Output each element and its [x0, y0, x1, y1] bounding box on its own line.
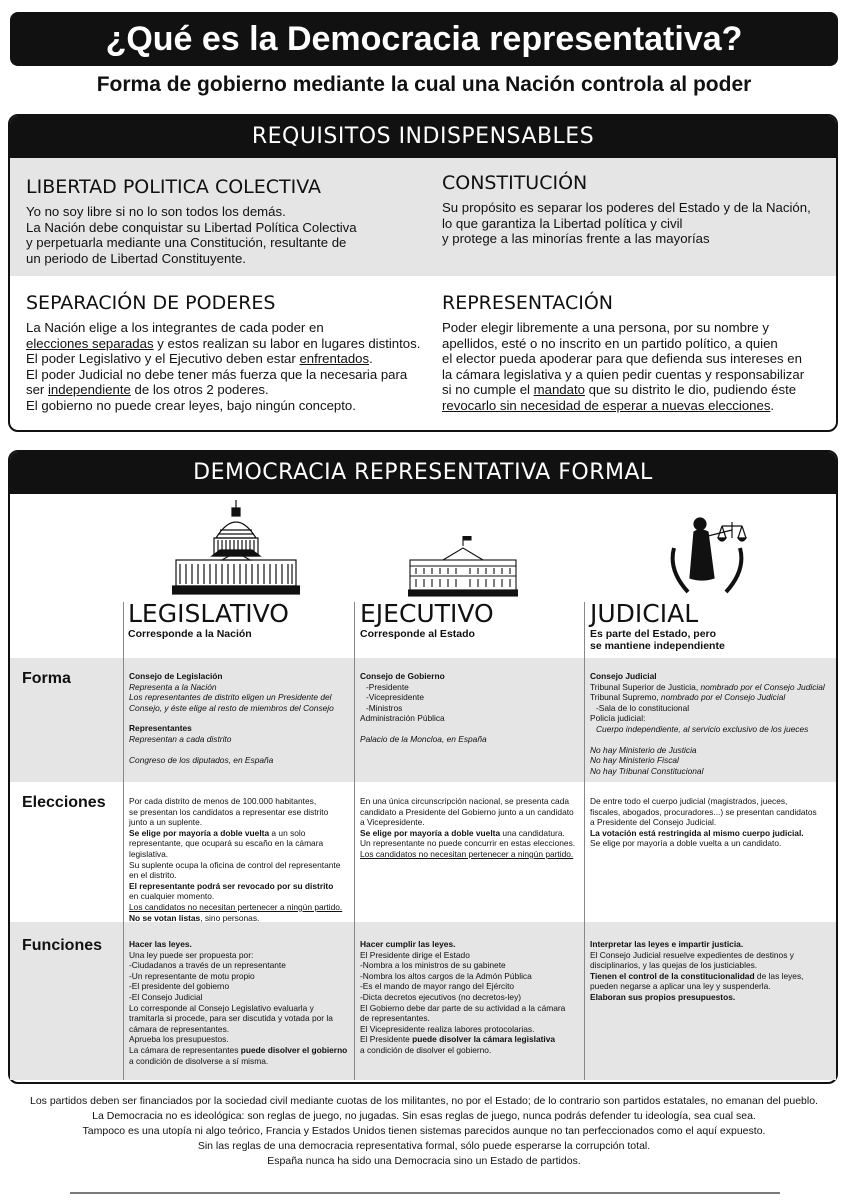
separacion-block	[26, 292, 434, 413]
cell-line: tramitarla si procede, para ser discutida y votada por la	[129, 1013, 333, 1024]
footer-line: Tampoco es una utopía ni algo teórico, Francia y Estados Unidos tienen sistemas parecidos aunque no tan perfeccionados como el aquí expuesto.	[82, 1125, 766, 1137]
cell-line: Elaboran sus propios presupuestos.	[590, 991, 736, 1002]
libertad-block	[26, 176, 426, 266]
branch-name: JUDICIAL	[590, 599, 699, 628]
branch-sub: Corresponde al Estado	[360, 628, 475, 640]
cell-line: Palacio de la Moncloa, en España	[360, 733, 487, 744]
libertad-line: y perpetuarla mediante una Constitución, resultante de	[26, 235, 347, 250]
column-divider	[123, 602, 124, 1080]
forma-judicial	[590, 671, 834, 776]
constitucion-block	[442, 172, 834, 247]
text-span: a un solo	[269, 827, 306, 838]
cell-heading: Hacer cumplir las leyes.	[360, 939, 456, 949]
representacion-line: el elector pueda apoderar para que defienda sus intereses en	[442, 351, 802, 366]
page-subtitle: Forma de gobierno mediante la cual una Nación controla al poder	[96, 73, 752, 96]
representacion-title: REPRESENTACIÓN	[442, 292, 613, 314]
cell-line: Representan a cada distrito	[129, 733, 232, 744]
text-span: Tribunal Superior de Justicia,	[590, 681, 701, 692]
underlined-text: enfrentados	[299, 351, 370, 366]
cell-line: El representante podrá ser revocado por su distrito	[129, 880, 334, 891]
footer-line: La Democracia no es ideológica: son reglas de juego, no jugadas. Sin esas reglas de juego, nunca podrás defender tu ideología, sea cual sea.	[92, 1110, 756, 1122]
representacion-line	[442, 398, 836, 414]
representacion-line	[442, 382, 836, 398]
cell-line: Se elige por mayoría a doble vuelta a un candidato.	[590, 838, 782, 849]
cell-line: de representantes.	[360, 1013, 430, 1024]
forma-ejecutivo	[360, 671, 582, 745]
elecciones-legislativo	[129, 796, 351, 923]
representacion-block	[442, 292, 836, 413]
bold-text: Tienen el control de la constitucionalidad	[590, 970, 755, 981]
separacion-line: La Nación elige a los integrantes de cada poder en	[26, 320, 324, 335]
cell-line: en cualquier momento.	[129, 891, 215, 902]
separacion-line	[26, 351, 434, 367]
text-span: ser	[26, 382, 48, 397]
cell-line: -Ministros	[366, 702, 403, 713]
footer-notes	[10, 1094, 838, 1169]
cell-heading: Consejo Judicial	[590, 671, 657, 681]
elecciones-judicial	[590, 796, 834, 849]
text-span: .	[770, 397, 775, 413]
cell-line: -El presidente del gobierno	[129, 981, 230, 992]
separacion-title: SEPARACIÓN DE PODERES	[26, 292, 276, 314]
italic-text: nombrado por el Consejo Judicial	[660, 692, 786, 703]
separacion-line: El poder Judicial no debe tener más fuerza que la necesaria para	[26, 366, 408, 382]
cell-line: No hay Tribunal Constitucional	[590, 765, 704, 776]
cell-line: a condición de disolver el gobierno.	[360, 1044, 492, 1055]
row-label-funciones: Funciones	[22, 937, 103, 954]
separacion-line	[26, 382, 434, 398]
cell-line: junto a un suplente.	[129, 817, 203, 828]
cell-line: -Un representante de motu propio	[129, 970, 255, 981]
constitucion-title: CONSTITUCIÓN	[442, 172, 588, 194]
libertad-title: LIBERTAD POLITICA COLECTIVA	[26, 176, 322, 198]
cell-line	[590, 682, 834, 693]
cell-line: Policía judicial:	[590, 713, 646, 724]
white-house-icon	[408, 536, 518, 598]
cell-line: El Consejo Judicial resuelve expedientes de destinos y	[590, 949, 794, 960]
cell-line: a condición de disolverse a sí misma.	[129, 1055, 269, 1066]
text-span: de las leyes,	[754, 970, 804, 981]
underlined-text: mandato	[533, 382, 585, 397]
cell-line	[360, 1034, 582, 1045]
cell-line: -Vicepresidente	[366, 692, 425, 703]
text-span: El Presidente	[360, 1034, 413, 1045]
cell-line: representante, que ocupará su escaño en la cámara	[129, 838, 324, 849]
cell-line: No hay Ministerio de Justicia	[590, 744, 697, 755]
branch-sub: se mantiene independiente	[590, 640, 725, 652]
constitucion-line: Su propósito es separar los poderes del Estado y de la Nación,	[442, 200, 811, 215]
cell-line: -Nombra los altos cargos de la Admón Pública	[360, 970, 532, 981]
cell-line: -Es el mando de mayor rango del Ejército	[360, 981, 515, 992]
cell-line: -Presidente	[366, 681, 409, 692]
cell-heading: Hacer las leyes.	[129, 939, 192, 949]
row-label-forma: Forma	[22, 670, 71, 687]
cell-line: -Dicta decretos ejecutivos (no decretos-ley)	[360, 991, 522, 1002]
cell-line: -Ciudadanos a través de un representante	[129, 960, 286, 971]
cell-line: disciplinarios, y las quejas de los justiciables.	[590, 960, 758, 971]
representacion-line: la cámara legislativa y a quien pedir cuentas y responsabilizar	[442, 366, 805, 382]
cell-line: legislativa.	[129, 848, 169, 859]
cell-heading: Consejo de Legislación	[129, 671, 223, 681]
cell-line: fiscales, abogados, procuradores...) se presentan candidatos	[590, 806, 817, 817]
cell-line: Consejo, y éste elige al resto de miembros del Consejo	[129, 702, 334, 713]
formal-heading: DEMOCRACIA REPRESENTATIVA FORMAL	[10, 452, 836, 494]
branch-ejecutivo	[360, 600, 494, 640]
footer-line: España nunca ha sido una Democracia sino un Estado de partidos.	[267, 1155, 581, 1167]
cell-line: En una única circunscripción nacional, se presenta cada	[360, 796, 570, 806]
separacion-line	[26, 336, 434, 352]
text-span: de los otros 2 poderes.	[130, 382, 269, 397]
cell-line: El Gobierno debe dar parte de su actividad a la cámara	[360, 1002, 566, 1013]
cell-line: Aprueba los presupuestos.	[129, 1034, 229, 1045]
cell-line: Por cada distrito de menos de 100.000 habitantes,	[129, 796, 317, 806]
libertad-line: un periodo de Libertad Constituyente.	[26, 250, 246, 266]
bold-text: puede disolver la cámara legislativa	[412, 1034, 556, 1045]
cell-line: -El Consejo Judicial	[129, 991, 203, 1002]
libertad-line: La Nación debe conquistar su Libertad Política Colectiva	[26, 219, 357, 235]
forma-legislativo	[129, 671, 351, 765]
cell-line: candidato a Presidente del Gobierno junto a un candidato	[360, 806, 574, 817]
cell-line: Congreso de los diputados, en España	[129, 754, 274, 765]
representacion-line: apellidos, esté o no inscrito en un partido político, a quien	[442, 335, 778, 351]
text-span: La cámara de representantes	[129, 1044, 241, 1055]
row-label-elecciones: Elecciones	[22, 794, 106, 811]
lady-justice-icon	[666, 508, 748, 598]
funciones-legislativo	[129, 939, 351, 1066]
cell-line: cámara de representantes.	[129, 1023, 230, 1034]
cell-line: en el distrito.	[129, 870, 177, 881]
requisitos-heading: REQUISITOS INDISPENSABLES	[10, 116, 836, 158]
cell-line: Los candidatos no necesitan pertenecer a ningún partido.	[129, 901, 343, 912]
cell-line: Una ley puede ser propuesta por:	[129, 949, 254, 960]
cell-line: No hay Ministerio Fiscal	[590, 755, 679, 766]
underlined-text: elecciones separadas	[26, 335, 154, 351]
cell-heading: Consejo de Gobierno	[360, 671, 445, 681]
cell-line: a Vicepresidente.	[360, 817, 425, 828]
cell-line: El Vicepresidente realiza labores protocolarias.	[360, 1023, 535, 1034]
text-span: una candidatura.	[500, 827, 565, 838]
cell-line: La votación está restringida al mismo cuerpo judicial.	[590, 827, 804, 838]
cell-line: a Presidente del Consejo Judicial.	[590, 817, 717, 828]
cell-line: Cuerpo independiente, al servicio exclusivo de los jueces	[596, 723, 809, 734]
branch-judicial	[590, 600, 725, 652]
bold-text: Se elige por mayoría a doble vuelta	[360, 827, 501, 838]
cell-line: Representa a la Nación	[129, 681, 217, 692]
text-span: si no cumple el	[442, 382, 534, 397]
page-title: ¿Qué es la Democracia representativa?	[10, 12, 838, 66]
cell-line	[360, 828, 582, 839]
cell-line: pueden negarse a aplicar una ley y suspenderla.	[590, 981, 771, 992]
cell-line: De entre todo el cuerpo judicial (magistrados, jueces,	[590, 796, 788, 806]
text-span: que su distrito le dio, pudiendo éste	[584, 382, 797, 397]
footer-line: Sin las reglas de una democracia representativa formal, sólo puede esperarse la corrupción total.	[197, 1140, 651, 1152]
cell-line	[129, 1045, 351, 1056]
branch-name: LEGISLATIVO	[128, 599, 289, 628]
text-span: , sino personas.	[200, 912, 260, 923]
cell-line: Los candidatos no necesitan pertenecer a ningún partido.	[360, 848, 574, 859]
requisitos-panel	[8, 114, 838, 432]
cell-line	[590, 971, 834, 982]
cell-line: Un representante no puede concurrir en estas elecciones.	[360, 838, 576, 849]
underlined-text: revocarlo sin necesidad de esperar a nuevas elecciones	[442, 397, 771, 413]
bold-text: Se elige por mayoría a doble vuelta	[129, 827, 270, 838]
funciones-ejecutivo	[360, 939, 582, 1056]
elecciones-ejecutivo	[360, 796, 582, 860]
branch-sub: Corresponde a la Nación	[128, 628, 252, 640]
text-span: El poder Legislativo y el Ejecutivo deben estar	[26, 351, 300, 366]
footer-line: Los partidos deben ser financiados por la sociedad civil mediante cuotas de los militantes, no por el Estado; de lo contrario son partidos estatales, no emanan del pueblo.	[30, 1095, 818, 1107]
cell-line: se presentan los candidatos a representar ese distrito	[129, 806, 329, 817]
text-span: y estos realizan su labor en lugares distintos.	[153, 335, 421, 351]
cell-line: Administración Pública	[360, 713, 445, 724]
separacion-line: El gobierno no puede crear leyes, bajo ningún concepto.	[26, 397, 356, 413]
branch-name: EJECUTIVO	[360, 599, 494, 628]
cell-line: Su suplente ocupa la oficina de control del representante	[129, 859, 341, 870]
constitucion-line: lo que garantiza la Libertad política y civil	[442, 215, 683, 231]
cell-heading: Interpretar las leyes e impartir justicia.	[590, 939, 744, 949]
representacion-line: Poder elegir libremente a una persona, por su nombre y	[442, 320, 769, 335]
funciones-judicial	[590, 939, 834, 1003]
branch-sub: Es parte del Estado, pero	[590, 628, 717, 640]
bold-text: No se votan listas	[129, 912, 201, 923]
cell-line: -Sala de lo constitucional	[596, 702, 690, 713]
cell-line: Los representantes de distrito eligen un Presidente del	[129, 692, 332, 703]
italic-text: nombrado por el Consejo Judicial	[700, 681, 825, 692]
cell-line	[129, 828, 351, 839]
text-span: .	[369, 351, 373, 366]
cell-line: Lo corresponde al Consejo Legislativo evaluarla y	[129, 1002, 314, 1013]
cell-line: El Presidente dirige el Estado	[360, 949, 470, 960]
underlined-text: independiente	[47, 382, 131, 397]
column-divider	[584, 602, 585, 1080]
cell-line: -Nombra a los ministros de su gabinete	[360, 960, 506, 971]
bold-text: puede disolver el gobierno	[240, 1044, 348, 1055]
constitucion-line: y protege a las minorías frente a las mayorías	[442, 231, 710, 246]
cell-line	[590, 692, 834, 703]
text-span: Tribunal Supremo,	[590, 692, 661, 703]
column-divider	[354, 602, 355, 1080]
capitol-building-icon	[172, 498, 300, 596]
cropped-bottom-text-line	[70, 1192, 780, 1200]
cell-line	[129, 913, 351, 924]
branch-legislativo	[128, 600, 289, 640]
cell-heading: Representantes	[129, 723, 192, 734]
libertad-line: Yo no soy libre si no lo son todos los demás.	[26, 204, 286, 219]
